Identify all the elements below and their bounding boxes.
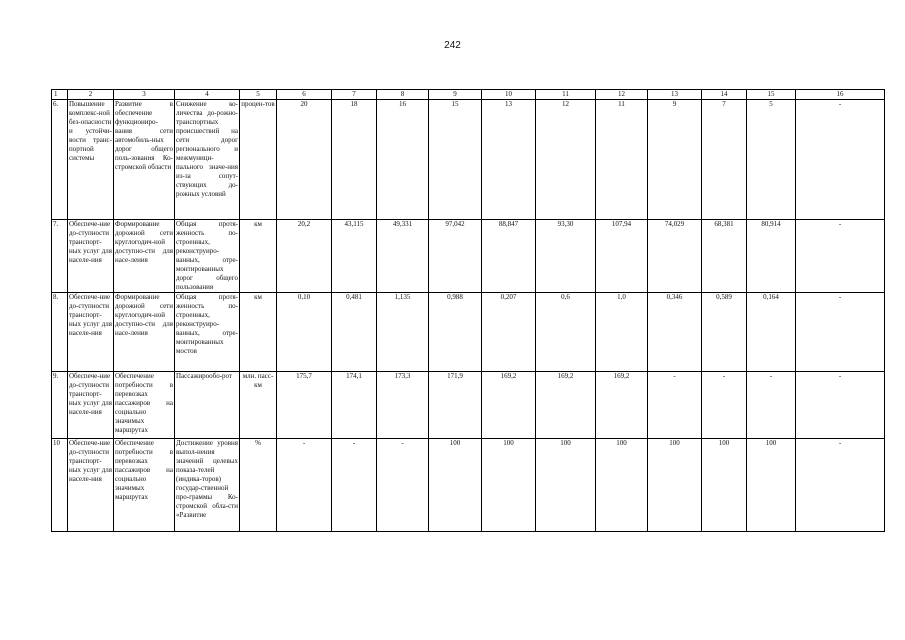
header-cell: 9 xyxy=(429,90,482,100)
indicators-table xyxy=(51,89,885,532)
value-cell: 1,135 xyxy=(377,293,429,372)
value-cell: 169,2 xyxy=(536,372,596,439)
value-cell: 100 xyxy=(702,439,747,532)
task-cell: Обеспечение потребности в перевозках пассажиров на социально значимых маршрутах xyxy=(114,372,175,439)
value-cell: 0,988 xyxy=(429,293,482,372)
task-cell: Обеспечение потребности в перевозках пассажиров на социально значимых маршрутах xyxy=(114,439,175,532)
row-number: 8. xyxy=(52,293,68,372)
table-row xyxy=(52,100,885,220)
header-cell: 4 xyxy=(175,90,240,100)
value-cell: 1,0 xyxy=(596,293,648,372)
row-number: 7. xyxy=(52,220,68,293)
value-cell: 49,331 xyxy=(377,220,429,293)
value-cell: - xyxy=(332,439,377,532)
header-cell: 16 xyxy=(796,90,885,100)
value-cell: 100 xyxy=(648,439,702,532)
value-cell: 43,115 xyxy=(332,220,377,293)
header-cell: 14 xyxy=(702,90,747,100)
value-cell: 7 xyxy=(702,100,747,220)
value-cell: - xyxy=(796,372,885,439)
value-cell: 100 xyxy=(536,439,596,532)
header-cell: 10 xyxy=(482,90,536,100)
header-cell: 3 xyxy=(114,90,175,100)
unit-cell: процен-тов xyxy=(240,100,277,220)
value-cell: 100 xyxy=(596,439,648,532)
value-cell: 9 xyxy=(648,100,702,220)
value-cell: 0,481 xyxy=(332,293,377,372)
value-cell: 171,9 xyxy=(429,372,482,439)
header-cell: 12 xyxy=(596,90,648,100)
value-cell: 100 xyxy=(429,439,482,532)
unit-cell: млн. пасс-км xyxy=(240,372,277,439)
value-cell: - xyxy=(796,439,885,532)
value-cell: - xyxy=(648,372,702,439)
value-cell: 174,1 xyxy=(332,372,377,439)
table-row xyxy=(52,372,885,439)
indicator-cell: Общая протя-женность по-строенных, реконструиро-ванных, отре-монтированных мостов xyxy=(175,293,240,372)
unit-cell: км xyxy=(240,293,277,372)
indicator-cell: Достижение уровня выпол-нения значений целевых показа-телей (индика-торов) государ-ственной про-граммы Ко-стромской обла-сти «Развитие xyxy=(175,439,240,532)
value-cell: - xyxy=(702,372,747,439)
page-number: 242 xyxy=(444,40,461,51)
task-cell: Формирование дорожной сети круглогодич-ной доступно-сти для насе-ления xyxy=(114,293,175,372)
row-number: 9. xyxy=(52,372,68,439)
value-cell: 20 xyxy=(277,100,332,220)
value-cell: 11 xyxy=(596,100,648,220)
value-cell: 16 xyxy=(377,100,429,220)
goal-cell: Обеспече-ние до-ступности транспорт-ных услуг для населе-ния xyxy=(68,439,114,532)
header-cell: 13 xyxy=(648,90,702,100)
value-cell: - xyxy=(747,372,796,439)
value-cell: 0,207 xyxy=(482,293,536,372)
value-cell: - xyxy=(277,439,332,532)
table-row xyxy=(52,220,885,293)
indicator-cell: Снижение ко-личества до-рожно-транспортных происшествий на сети дорог регионального и межмуници-пального значе-ния из-за сопут-ствующих до-рожных условий xyxy=(175,100,240,220)
value-cell: 74,029 xyxy=(648,220,702,293)
value-cell: - xyxy=(796,100,885,220)
goal-cell: Обеспече-ние до-ступности транспорт-ных услуг для населе-ния xyxy=(68,220,114,293)
header-cell: 5 xyxy=(240,90,277,100)
value-cell: 173,3 xyxy=(377,372,429,439)
header-cell: 15 xyxy=(747,90,796,100)
value-cell: 0,164 xyxy=(747,293,796,372)
value-cell: 0,6 xyxy=(536,293,596,372)
value-cell: 175,7 xyxy=(277,372,332,439)
value-cell: - xyxy=(796,220,885,293)
value-cell: 88,847 xyxy=(482,220,536,293)
value-cell: 80,914 xyxy=(747,220,796,293)
header-cell: 1 xyxy=(52,90,68,100)
indicator-cell: Общая протя-женность по-строенных, реконструиро-ванных, отре-монтированных дорог общего пользования xyxy=(176,220,238,291)
value-cell: 0,346 xyxy=(648,293,702,372)
value-cell: 18 xyxy=(332,100,377,220)
value-cell: 0,589 xyxy=(702,293,747,372)
task-cell: Формирование дорожной сети круглогодич-ной доступно-сти для насе-ления xyxy=(114,220,175,293)
header-cell: 11 xyxy=(536,90,596,100)
value-cell: 169,2 xyxy=(596,372,648,439)
value-cell: 20,2 xyxy=(277,220,332,293)
row-number: 6. xyxy=(52,100,68,220)
value-cell: - xyxy=(796,293,885,372)
header-cell: 6 xyxy=(277,90,332,100)
value-cell: 93,30 xyxy=(536,220,596,293)
indicator-cell: Пассажирообо-рот xyxy=(175,372,240,439)
value-cell: 100 xyxy=(747,439,796,532)
unit-cell: % xyxy=(240,439,277,532)
value-cell: 169,2 xyxy=(482,372,536,439)
value-cell: 0,10 xyxy=(277,293,332,372)
goal-cell: Обеспече-ние до-ступности транспорт-ных услуг для населе-ния xyxy=(68,372,114,439)
goal-cell: Повышение комплекс-ной без-опасности и устойчи-вости транс-портной системы xyxy=(68,100,114,220)
value-cell: 100 xyxy=(482,439,536,532)
header-cell: 8 xyxy=(377,90,429,100)
value-cell: 68,381 xyxy=(702,220,747,293)
goal-cell: Обеспече-ние до-ступности транспорт-ных услуг для населе-ния xyxy=(68,293,114,372)
header-row xyxy=(52,90,885,100)
value-cell: - xyxy=(377,439,429,532)
value-cell: 107,94 xyxy=(596,220,648,293)
table-row xyxy=(52,439,885,532)
value-cell: 97,042 xyxy=(429,220,482,293)
row-number: 10 xyxy=(52,439,68,532)
value-cell: 12 xyxy=(536,100,596,220)
value-cell: 5 xyxy=(747,100,796,220)
value-cell: 13 xyxy=(482,100,536,220)
value-cell: 15 xyxy=(429,100,482,220)
unit-cell: км xyxy=(240,220,277,293)
task-cell: Развитие в обеспечение функциониро-вания сети автомобиль-ных дорог общего поль-зования Ко-стромской области xyxy=(114,100,175,220)
header-cell: 2 xyxy=(68,90,114,100)
header-cell: 7 xyxy=(332,90,377,100)
table-row xyxy=(52,293,885,372)
